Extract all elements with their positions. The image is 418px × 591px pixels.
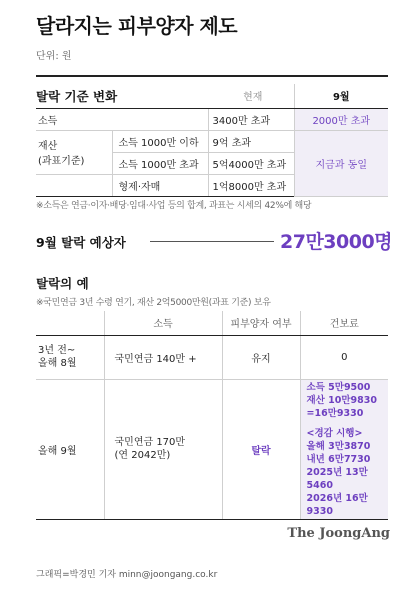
sibling-label: 형제·자매 [112, 174, 208, 196]
criteria-header-row [36, 84, 388, 108]
row2-premium: 소득 5만9500 재산 10만9830 =16만9330 <경감 시행> 올해 3만3870 내년 6만7730 2025년 13만5460 2026년 16만9330 [300, 379, 388, 519]
row1-income: 국민연금 140만 + [104, 335, 222, 379]
section1-title: 탈락 기준 변화 [36, 89, 118, 104]
header-income: 소득 [104, 311, 222, 335]
col-current: 현재 [208, 84, 294, 108]
section1-note: ※소득은 연금·이자·배당·임대·사업 등의 합계, 과표는 시세의 42%에 해당 [36, 201, 312, 211]
row2-period: 올해 9월 [36, 379, 104, 519]
page-title: 달라지는 피부양자 제도 [36, 14, 238, 38]
income-sept: 2000만 초과 [294, 108, 388, 130]
income-row [36, 108, 388, 130]
expected-value: 27만3000명 [280, 231, 393, 253]
row1-period: 3년 전~ 올해 8월 [36, 335, 104, 379]
income-current: 3400만 초과 [208, 108, 294, 130]
brand-logo: The JoongAng [287, 526, 390, 541]
row2-income: 국민연금 170만 (연 2042만) [104, 379, 222, 519]
leader-line [150, 241, 274, 242]
col-sept: 9월 [294, 84, 388, 108]
example-row-2 [36, 379, 388, 519]
income-label: 소득 [36, 108, 208, 130]
header-status: 피부양자 여부 [222, 311, 300, 335]
section2-title: 탈락의 예 [36, 276, 89, 291]
property-label: 재산 (과표기준) [36, 130, 112, 174]
example-table [36, 311, 388, 520]
criteria-table [36, 84, 388, 197]
property-row-1 [36, 130, 388, 152]
header-premium: 건보료 [300, 311, 388, 335]
sub1-current: 9억 초과 [208, 130, 294, 152]
unit-label: 단위: 원 [36, 51, 72, 62]
discount-title: <경감 시행> [306, 427, 363, 439]
sub2-label: 소득 1000만 초과 [112, 152, 208, 174]
row2-status: 탈락 [222, 379, 300, 519]
sub1-label: 소득 1000만 이하 [112, 130, 208, 152]
divider [36, 75, 388, 77]
row1-status: 유지 [222, 335, 300, 379]
credit-line: 그래픽=박경민 기자 minn@joongang.co.kr [36, 570, 218, 580]
sibling-current: 1억8000만 초과 [208, 174, 294, 196]
sub2-current: 5억4000만 초과 [208, 152, 294, 174]
example-row-1 [36, 335, 388, 379]
row1-premium: 0 [300, 335, 388, 379]
example-header-row [36, 311, 388, 335]
expected-label: 9월 탈락 예상자 [36, 235, 126, 250]
property-sept: 지금과 동일 [294, 130, 388, 196]
section2-note: ※국민연금 3년 수령 연기, 재산 2억5000만원(과표 기준) 보유 [36, 298, 271, 308]
